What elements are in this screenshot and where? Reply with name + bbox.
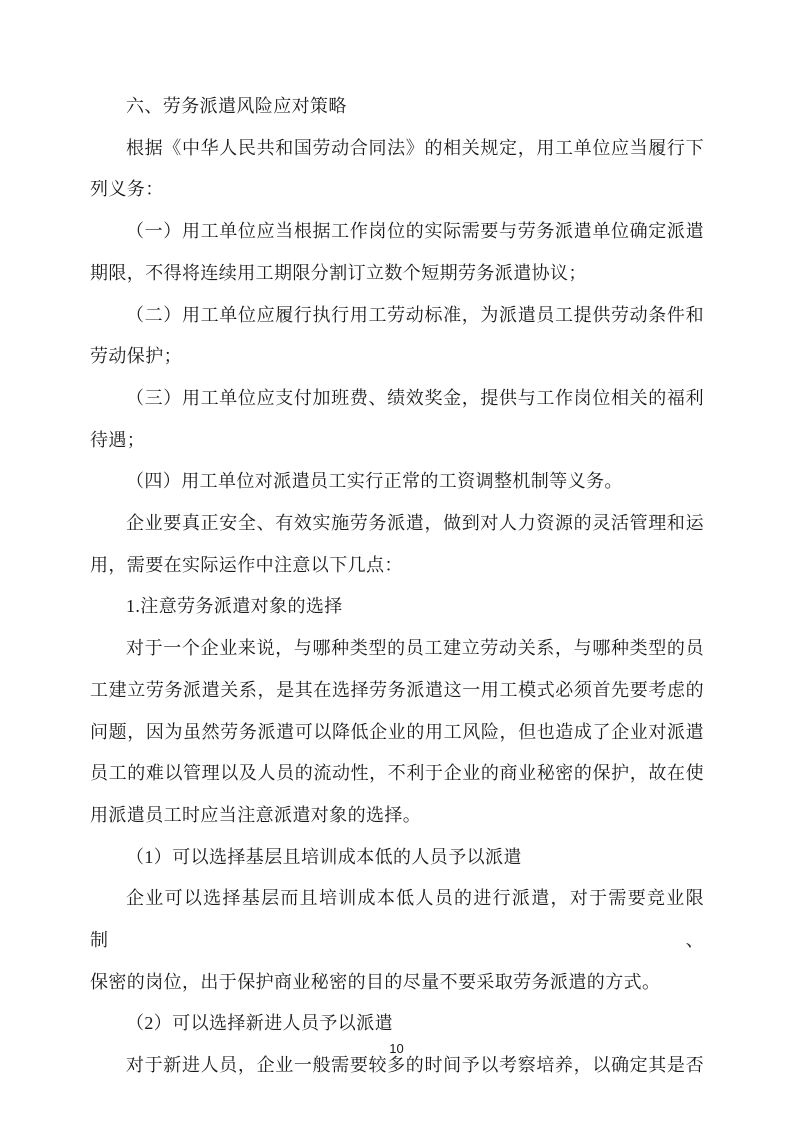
text-line: （二）用工单位应履行执行用工劳动标准，为派遣员工提供劳动条件和 <box>126 304 704 325</box>
text-line: 劳动保护； <box>90 346 182 367</box>
paragraph <box>90 461 704 503</box>
text-line: 用，需要在实际运作中注意以下几点： <box>90 554 403 575</box>
text-line: （四）用工单位对派遣员工实行正常的工资调整机制等义务。 <box>126 471 623 492</box>
paragraph <box>90 86 704 128</box>
paragraph <box>90 295 704 378</box>
text-line: 对于新进人员，企业一般需要较多的时间予以考察培养，以确定其是否 <box>126 1055 704 1076</box>
paragraph <box>90 837 704 879</box>
text-line: （三）用工单位应支付加班费、绩效奖金，提供与工作岗位相关的福利 <box>126 387 704 408</box>
text-line: 待遇； <box>90 429 146 450</box>
text-line: 用派遣员工时应当注意派遣对象的选择。 <box>90 804 422 825</box>
text-line: 1.注意劳务派遣对象的选择 <box>126 596 343 617</box>
text-line: 对于一个企业来说，与哪种类型的员工建立劳动关系，与哪种类型的员 <box>126 638 704 659</box>
text-line: 六、劳务派遣风险应对策略 <box>126 96 347 116</box>
text-line: 期限，不得将连续用工期限分割订立数个短期劳务派遣协议； <box>90 262 587 283</box>
paragraph <box>90 211 704 294</box>
paragraph <box>90 878 704 1003</box>
text-line: 企业可以选择基层而且培训成本低人员的进行派遣，对于需要竞业限制、 <box>90 888 704 951</box>
text-line: 列义务： <box>90 179 164 200</box>
paragraph <box>90 628 704 837</box>
text-line: （2）可以选择新进人员予以派遣 <box>126 1013 393 1034</box>
paragraph <box>90 1003 704 1045</box>
text-line: 企业要真正安全、有效实施劳务派遣，做到对人力资源的灵活管理和运 <box>126 513 704 534</box>
text-line: （1）可以选择基层且培训成本低的人员予以派遣 <box>126 846 522 867</box>
page-number: 10 <box>389 1041 404 1056</box>
text-line: 保密的岗位，出于保护商业秘密的目的尽量不要采取劳务派遣的方式。 <box>90 971 661 992</box>
paragraph <box>90 586 704 628</box>
text-line: 员工的难以管理以及人员的流动性，不利于企业的商业秘密的保护，故在使 <box>90 763 704 784</box>
text-line: 问题，因为虽然劳务派遣可以降低企业的用工风险，但也造成了企业对派遣 <box>90 721 704 742</box>
text-line: 工建立劳务派遣关系，是其在选择劳务派遣这一用工模式必须首先要考虑的 <box>90 679 704 700</box>
paragraph <box>90 503 704 586</box>
text-line: 根据《中华人民共和国劳动合同法》的相关规定，用工单位应当履行下 <box>126 137 704 158</box>
document-body <box>90 86 704 1087</box>
paragraph <box>90 378 704 461</box>
paragraph <box>90 128 704 211</box>
text-line: （一）用工单位应当根据工作岗位的实际需要与劳务派遣单位确定派遣 <box>126 221 704 242</box>
